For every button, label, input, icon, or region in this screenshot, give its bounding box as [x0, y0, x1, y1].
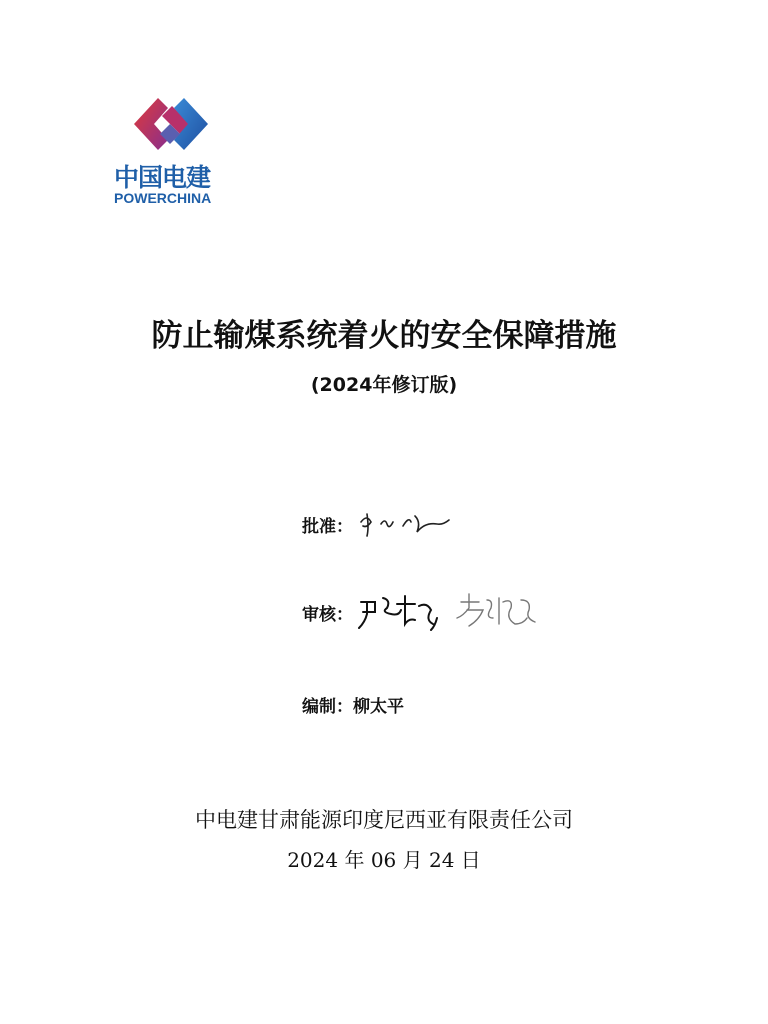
approve-row	[302, 504, 453, 544]
powerchina-logo	[112, 92, 232, 212]
reviewer-signatures	[357, 588, 547, 636]
logo-english-name: POWERCHINA	[114, 190, 212, 206]
approver-signature	[357, 504, 453, 544]
compile-row	[302, 684, 404, 724]
logo-chinese-name: 中国电建	[114, 163, 211, 192]
review-label: 审核：	[302, 604, 353, 625]
document-subtitle: (2024年修订版)	[310, 374, 458, 396]
review-row	[302, 592, 547, 632]
powerchina-logo-icon	[132, 92, 210, 156]
approve-label: 批准：	[302, 516, 353, 537]
compiler-name: 柳太平	[353, 696, 404, 717]
company-name: 中电建甘肃能源印度尼西亚有限责任公司	[195, 808, 573, 832]
document-title: 防止输煤系统着火的安全保障措施	[151, 318, 617, 354]
compile-label: 编制：	[302, 696, 353, 717]
document-date: 2024 年 06 月 24 日	[287, 848, 481, 872]
